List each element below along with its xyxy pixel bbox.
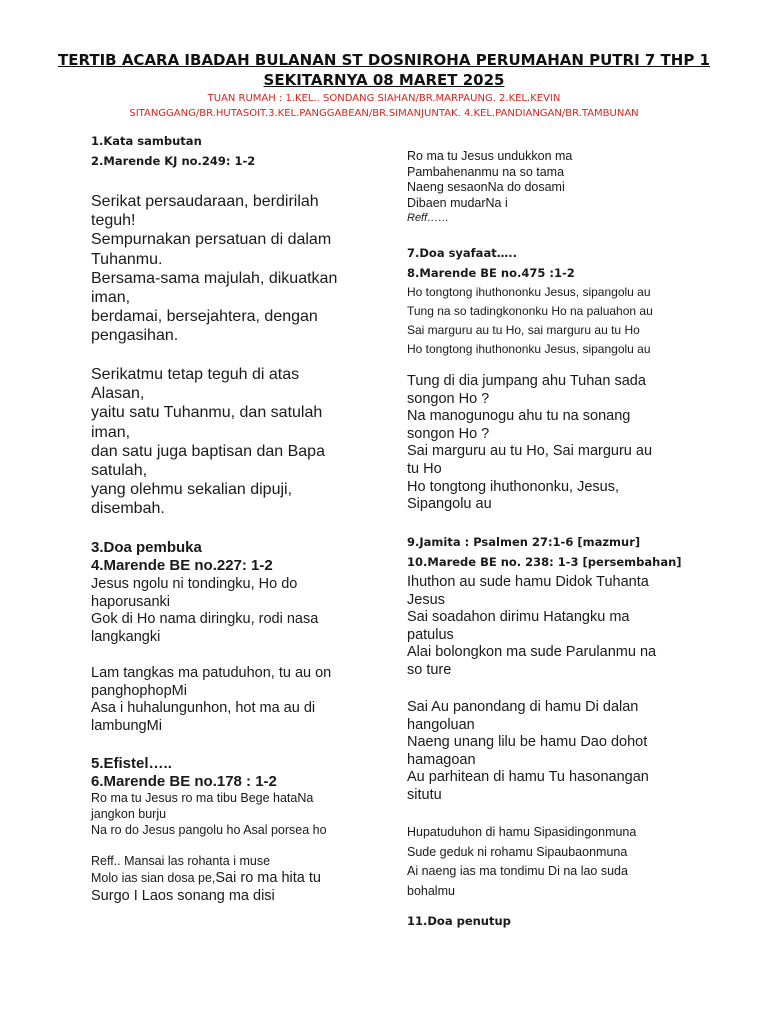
hymn-be178-verse-1 [91,790,327,838]
hosts-line-2: SITANGGANG/BR.HUTASOIT.3.KEL.PANGGABEAN/BR.SIMANJUNTAK. 4.KEL.PANDIANGAN/BR.TAMBUNAN [129,108,639,119]
reff-line-big: Sai ro ma hita tu [215,870,321,886]
verse-line: pengasihan. [91,327,179,345]
verse-line: Gok di Ho nama diringku, rodi nasa [91,611,319,628]
hymn-kj249-verse-2 [91,365,325,519]
verse-line: iman, [91,423,131,441]
verse-line: Tung di dia jumpang ahu Tuhan sada [407,373,646,389]
verse-line: Sude geduk ni rohamu Sipaubaonmuna [407,844,628,859]
hosts-info [40,91,728,121]
hymn-kj249-verse-1 [91,192,337,346]
verse-line: Hupatuduhon di hamu Sipasidingonmuna [407,825,637,839]
verse-line: patulus [407,626,454,643]
verse-line: Sai soadahon dirimu Hatangku ma [407,609,630,626]
verse-line: Naeng sesaonNa do dosami [407,180,565,194]
verse-line: Naeng unang lilu be hamu Dao dohot [407,734,648,751]
verse-line: Ihuthon au sude hamu Didok Tuhanta [407,574,649,590]
verse-line: satulah, [91,462,148,480]
hymn-be178-verse-2 [407,149,572,227]
verse-line: berdamai, bersejahtera, dengan [91,308,318,326]
verse-line: Alai bolongkon ma sude Parulanmu na [407,644,657,661]
reff-line-small: Molo ias sian dosa pe, [91,871,216,885]
agenda-item-1: 1.Kata sambutan [91,134,202,148]
verse-line: Ro ma tu Jesus undukkon ma [407,149,573,163]
verse-line: jangkon burju [91,807,167,821]
verse-line: Jesus ngolu ni tondingku, Ho do [91,576,298,592]
verse-line: yang olehmu sekalian dipuji, [91,481,293,499]
verse-line: hangoluan [407,716,475,733]
agenda-item-3: 3.Doa pembuka [91,539,202,556]
document-title [40,50,728,90]
verse-line: Sipangolu au [407,496,492,513]
verse-line: songon Ho ? [407,390,490,407]
verse-line: langkangki [91,628,161,645]
verse-line: disembah. [91,500,165,518]
reff-line: Reff.. Mansai las rohanta i muse [91,854,271,868]
verse-line: Dibaen mudarNa i [407,195,508,210]
hymn-be475-verse-1 [407,283,653,359]
verse-line: songon Ho ? [407,425,490,442]
agenda-item-8: 8.Marende BE no.475 :1-2 [407,266,575,280]
agenda-item-2: 2.Marende KJ no.249: 1-2 [91,154,256,168]
verse-line: Jesus [407,591,445,608]
agenda-item-9: 9.Jamita : Psalmen 27:1-6 [mazmur] [407,535,641,549]
agenda-item-10: 10.Marede BE no. 238: 1-3 [persembahan] [407,555,682,569]
verse-line: so ture [407,661,452,678]
verse-line: lambungMi [91,717,162,734]
verse-line: Bersama-sama majulah, dikuatkan [91,269,338,287]
agenda-item-4: 4.Marende BE no.227: 1-2 [91,557,273,574]
verse-line: Ho tongtong ihuthononku Jesus, sipangolu au [407,285,651,299]
agenda-item-11: 11.Doa penutup [407,914,511,928]
verse-line: Ho tongtong ihuthononku Jesus, sipangolu au [407,342,651,356]
hymn-be238-verse-1 [407,574,656,680]
verse-line: Alasan, [91,385,145,403]
verse-line: dan satu juga baptisan dan Bapa [91,442,325,460]
hymn-be227-verse-1 [91,576,318,646]
hymn-be178-reff [91,853,321,905]
verse-line: Na manogunogu ahu tu na sonang [407,408,631,425]
verse-line: Serikat persaudaraan, berdirilah [91,193,319,210]
verse-line: yaitu satu Tuhanmu, dan satulah [91,404,323,422]
agenda-item-6: 6.Marende BE no.178 : 1-2 [91,773,277,790]
hymn-be238-verse-3 [407,823,636,901]
verse-line: Sai Au panondang di hamu Di dalan [407,699,639,715]
verse-line: Tuhanmu. [91,250,163,268]
hosts-line-1: TUAN RUMAH : 1.KEL.. SONDANG SIAHAN/BR.MARPAUNG. 2.KEL.KEVIN [207,93,561,104]
verse-line: teguh! [91,212,136,230]
reff-line: Surgo I Laos sonang ma disi [91,888,275,904]
title-line-2: SEKITARNYA 08 MARET 2025 [263,71,505,89]
reff-line [91,869,321,887]
reff-note: Reff…… [407,212,450,224]
verse-line: situtu [407,786,442,803]
verse-line: haporusanki [91,593,170,610]
verse-line: Au parhitean di hamu Tu hasonangan [407,769,649,786]
verse-line: Serikatmu tetap teguh di atas [91,366,300,383]
verse-line: panghophopMi [91,682,187,699]
verse-line: hamagoan [407,751,476,768]
verse-line: tu Ho [407,460,442,477]
title-line-1: TERTIB ACARA IBADAH BULANAN ST DOSNIROHA PERUMAHAN PUTRI 7 THP 1 [58,51,710,69]
hymn-be227-verse-2 [91,665,331,735]
verse-line: Ai naeng ias ma tondimu Di na lao suda [407,864,628,878]
verse-line: Lam tangkas ma patuduhon, tu au on [91,665,332,681]
verse-line: Tung na so tadingkononku Ho na paluahon au [407,304,653,318]
verse-line: iman, [91,289,131,307]
verse-line: Asa i huhalungunhon, hot ma au di [91,700,316,717]
verse-line: Ro ma tu Jesus ro ma tibu Bege hataNa [91,791,314,805]
agenda-item-5: 5.Efistel….. [91,755,172,772]
hymn-be238-verse-2 [407,699,649,805]
verse-line: Ho tongtong ihuthononku, Jesus, [407,478,620,495]
agenda-item-7: 7.Doa syafaat….. [407,246,517,260]
verse-line: Sai marguru au tu Ho, sai marguru au tu Ho [407,323,640,337]
hymn-be475-verse-2 [407,373,652,514]
verse-line: Na ro do Jesus pangolu ho Asal porsea ho [91,823,327,837]
verse-line: Sai marguru au tu Ho, Sai marguru au [407,443,653,460]
verse-line: bohalmu [407,883,455,898]
verse-line: Sempurnakan persatuan di dalam [91,231,332,249]
verse-line: Pambahenanmu na so tama [407,164,565,179]
